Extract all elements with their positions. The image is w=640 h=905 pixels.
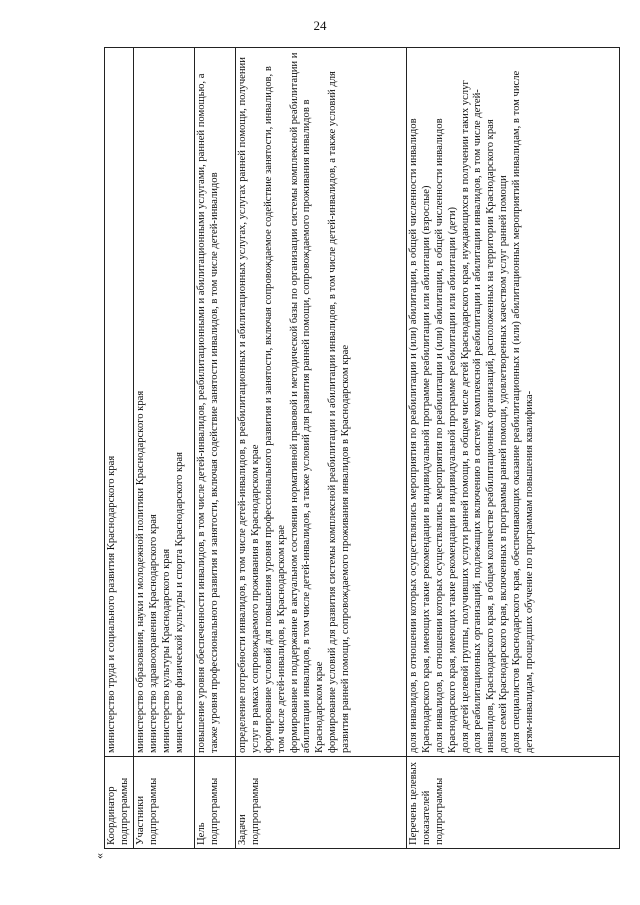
row-item: формирование условий для развития системы комплексной реабилитации и абилитации инвалидов, в том числе детей-инвалидов, а также условий для развития ранней помощи, сопровождаемого проживания инвалидов в Краснодарском крае (327, 71, 352, 753)
row-content (194, 48, 235, 757)
row-label: Участники подпрограммы (133, 757, 194, 849)
row-item: министерство физической культуры и спорта Краснодарского края (173, 452, 185, 753)
row-item: формирование условий для повышения уровня профессионального развития и занятости, включая сопровождаемое содействие занятости, инвалидов, в том числе детей-инвалидов, в Краснодарском крае (262, 66, 287, 753)
row-label: Цель подпрограммы (194, 757, 235, 849)
row-label: Координатор подпрограммы (105, 757, 134, 849)
table-row-indicators (406, 48, 619, 849)
row-item: министерство труда и социального развития Краснодарского края (106, 455, 117, 753)
row-content (406, 48, 619, 757)
row-item: доля семей Краснодарского края, включенных в программы ранней помощи, удовлетворенных качеством услуг ранней помощи (498, 175, 510, 753)
opening-quote: « (92, 853, 106, 859)
rotated-page-content (86, 45, 606, 859)
row-content (105, 48, 134, 757)
row-item: формирование и поддержание в актуальном состоянии нормативной правовой и методической базы по организации системы комплексной реабилитации и абилитации инвалидов, в том числе детей-инвалидов, а также условий для развития ранней помощи, сопровождаемого проживания инвалидов в Краснодарском крае (288, 52, 326, 753)
row-item: министерство образования, науки и молодежной политики Краснодарского края (134, 390, 146, 753)
table-row-coordinator (105, 48, 134, 849)
row-item: доля детей целевой группы, получивших услуги ранней помощи, в общем числе детей Краснодарского края, нуждающихся в получении таких услуг (459, 80, 471, 753)
row-item: министерство здравоохранения Краснодарского края (147, 514, 159, 753)
row-item: доля инвалидов, в отношении которых осуществлялись мероприятия по реабилитации и (или) абилитации, в общей численности инвалидов Краснодарского края, имеющих такие рекомендации в индивидуальной программе реабилитации или абилитации (взрослые) (407, 118, 432, 753)
row-label: Задачи подпрограммы (235, 757, 406, 849)
row-item: повышение уровня обеспеченности инвалидов, в том числе детей-инвалидов, реабилитационными и абилитационными услугами, ранней помощью, а также уровня профессионального развития и занятости, включая содействие занятости инвалидов, в том числе детей-инвалидов (195, 73, 220, 753)
row-content (133, 48, 194, 757)
row-item: доля инвалидов, в отношении которых осуществлялись мероприятия по реабилитации и (или) абилитации, в общей численности инвалидов Краснодарского края, имеющих такие рекомендации в индивидуальной программе реабилитации или абилитации (дети) (433, 118, 458, 753)
row-item: министерство культуры Краснодарского края (160, 548, 172, 753)
table-row-goal (194, 48, 235, 849)
row-item: доля специалистов Краснодарского края, обеспечивающих оказание реабилитационных и (или) абилитационных мероприятий инвалидам, в том числе детям-инвалидам, прошедших обучение по программам повышения квалифика- (511, 70, 536, 753)
row-label: Перечень целевых показателей подпрограммы (406, 757, 619, 849)
row-content (235, 48, 406, 757)
subprogram-passport-table (104, 47, 620, 849)
table-row-participants (133, 48, 194, 849)
page-number: 24 (313, 18, 327, 33)
row-item: определение потребности инвалидов, в том числе детей-инвалидов, в реабилитационных и абилитационных услугах, услугах ранней помощи, получении услуг в рамках сопровождаемого проживания в Краснодарском крае (236, 57, 261, 753)
row-item: доля реабилитационных организаций, подлежащих включению в систему комплексной реабилитации и абилитации инвалидов, в том числе детей-инвалидов, Краснодарского края, в общем количестве реабилитационных организаций, расположенных на территории Краснодарского края (472, 89, 497, 753)
table-row-tasks (235, 48, 406, 849)
